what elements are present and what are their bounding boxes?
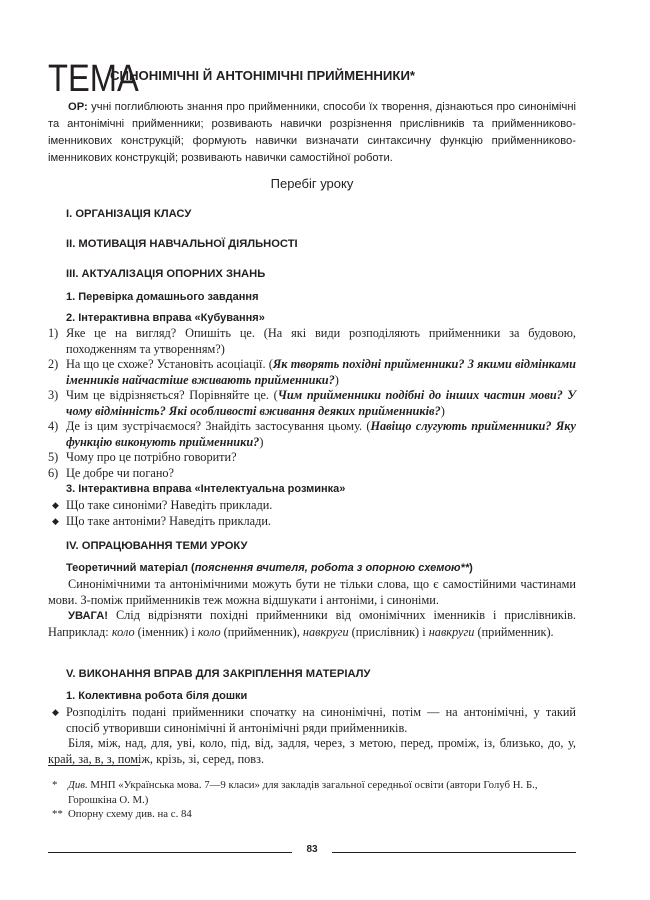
topic-title: СИНОНІМІЧНІ Й АНТОНІМІЧНІ ПРИЙМЕННИКИ*	[110, 68, 416, 83]
warmup-list	[48, 498, 576, 529]
attention-text: Слід відрізняти похідні прийменники від омонімічних іменників і прислівників. Наприклад:	[48, 608, 576, 639]
list-item	[48, 705, 576, 736]
diamond-bullet-icon: ◆	[52, 515, 59, 526]
footnote	[48, 778, 576, 807]
list-item-text: Де із цим зустрічаємося? Знайдіть застосування цьому. (	[66, 419, 371, 433]
list-number: 5)	[48, 450, 59, 464]
task-instruction: Розподіліть подані прийменники спочатку на синонімічні, потім — на антонімічні, у такий спосіб утворивши синонімічні й антонімічні ряди прийменників.	[66, 705, 576, 735]
subheading-homework: 1. Перевірка домашнього завдання	[66, 291, 259, 303]
section-heading-5: V. ВИКОНАННЯ ВПРАВ ДЛЯ ЗАКРІПЛЕННЯ МАТЕРІАЛУ	[66, 668, 371, 680]
example-word: навкруги	[302, 624, 349, 639]
list-item-question: Чим прийменники подібні до інших частин мови? У чому відмінність? Які особливості вживання деяких прийменників?	[66, 388, 576, 418]
list-number: 2)	[48, 357, 59, 371]
footnote-divider	[48, 765, 140, 766]
subheading-theory	[66, 562, 473, 574]
subheading-warmup: 3. Інтерактивна вправа «Інтелектуальна розминка»	[66, 483, 346, 495]
list-item-close: )	[440, 403, 445, 418]
attention-paragraph	[48, 608, 576, 640]
list-item-question: Як творять похідні прийменники? З якими відмінками іменників найчастіше вживають прийменники?	[66, 357, 576, 387]
footnote-text: Опорну схему див. на с. 84	[68, 808, 192, 820]
list-item-text: Чим це відрізняється? Порівняйте це. (	[66, 388, 278, 402]
list-item	[48, 450, 576, 466]
footnote-mark: **	[52, 808, 63, 820]
list-item-text: Що таке синоніми? Наведіть приклади.	[66, 498, 273, 512]
section-heading-4: IV. ОПРАЦЮВАННЯ ТЕМИ УРОКУ	[66, 540, 248, 552]
footnotes	[48, 778, 576, 822]
footnote	[48, 807, 576, 822]
objectives-label: ОР:	[68, 101, 88, 113]
example-word: коло	[111, 624, 135, 639]
theory-label: Теоретичний матеріал (	[66, 562, 195, 574]
theory-close: )	[469, 562, 473, 574]
footer-rule-right	[332, 852, 576, 853]
section-heading-1: I. ОРГАНІЗАЦІЯ КЛАСУ	[66, 208, 192, 220]
prepositions-list: Біля, між, над, для, уві, коло, під, від, задля, через, з метою, перед, проміж, із, близько, до, у, край, за, в, з, поміж, крізь, зі, серед, повз.	[48, 736, 576, 766]
list-item	[48, 326, 576, 357]
footer-rule-left	[48, 852, 292, 853]
page-number: 83	[306, 844, 318, 855]
example-word: навкруги	[428, 624, 475, 639]
list-item-text: Яке це на вигляд? Опишіть це. (На які види розподіляють прийменники за будовою, походженням та утворенням?)	[66, 326, 576, 356]
example-note: (прислівник) і	[348, 624, 429, 639]
list-item	[48, 514, 576, 530]
subheading-board: 1. Колективна робота біля дошки	[66, 690, 248, 702]
list-item-text: Це добре чи погано?	[66, 465, 175, 480]
list-number: 4)	[48, 419, 59, 433]
example-word: коло	[197, 624, 221, 639]
list-item	[48, 498, 576, 514]
list-number: 6)	[48, 465, 59, 480]
objectives-text: учні поглиблюють знання про прийменники, способи їх творення, дізнаються про синонімічні та антонімічні прийменники; розвивають навички розрізнення прислівників та прийменниково-іменникових конструкцій; формують навички визначати синтаксичну функцію прийменниково-іменникових конструкцій; розвивають навички самостійної роботи.	[48, 101, 576, 164]
board-task	[48, 705, 576, 736]
list-item-question: Навіщо слугують прийменники? Яку функцію виконують прийменники?	[66, 419, 576, 449]
list-item	[48, 357, 576, 388]
diamond-bullet-icon: ◆	[52, 707, 59, 717]
attention-label: УВАГА!	[68, 610, 109, 622]
list-item-text: Що таке антоніми? Наведіть приклади.	[66, 513, 271, 528]
list-item-text: Чому про це потрібно говорити?	[66, 450, 237, 464]
list-item-text: На що це схоже? Установіть асоціації. (	[66, 357, 273, 371]
footnote-lead: Див.	[68, 779, 88, 791]
section-heading-3: III. АКТУАЛІЗАЦІЯ ОПОРНИХ ЗНАНЬ	[66, 268, 266, 280]
objectives-paragraph	[48, 99, 576, 167]
lesson-heading: Перебіг уроку	[270, 176, 354, 191]
footnote-mark: *	[52, 779, 58, 791]
list-item	[48, 466, 576, 482]
example-note: (прийменник),	[220, 624, 303, 639]
list-item	[48, 388, 576, 419]
diamond-bullet-icon: ◆	[52, 500, 59, 510]
list-item	[48, 419, 576, 450]
theory-paragraph: Синонімічними та антонімічними можуть бути не тільки слова, що є самостійними частинами мови. З-поміж прийменників теж можна відшукати і антоніми, і синоніми.	[48, 577, 576, 607]
section-heading-2: II. МОТИВАЦІЯ НАВЧАЛЬНОЇ ДІЯЛЬНОСТІ	[66, 238, 298, 250]
list-number: 1)	[48, 326, 59, 340]
example-note: (прийменник).	[474, 624, 554, 639]
footnote-text: МНП «Українська мова. 7—9 класи» для закладів загальної середньої освіти (автори Голуб Н. Б., Горошкіна О. М.)	[68, 779, 538, 806]
theory-note: пояснення вчителя, робота з опорною схемою**	[194, 562, 470, 574]
lesson-title	[48, 58, 416, 100]
tema-label: ТЕМА	[48, 58, 139, 100]
list-item-close: )	[259, 434, 264, 449]
list-number: 3)	[48, 388, 59, 402]
example-note: (іменник) і	[134, 624, 198, 639]
cubing-list	[48, 326, 576, 481]
subheading-cubing: 2. Інтерактивна вправа «Кубування»	[66, 312, 265, 324]
list-item-close: )	[334, 372, 339, 387]
